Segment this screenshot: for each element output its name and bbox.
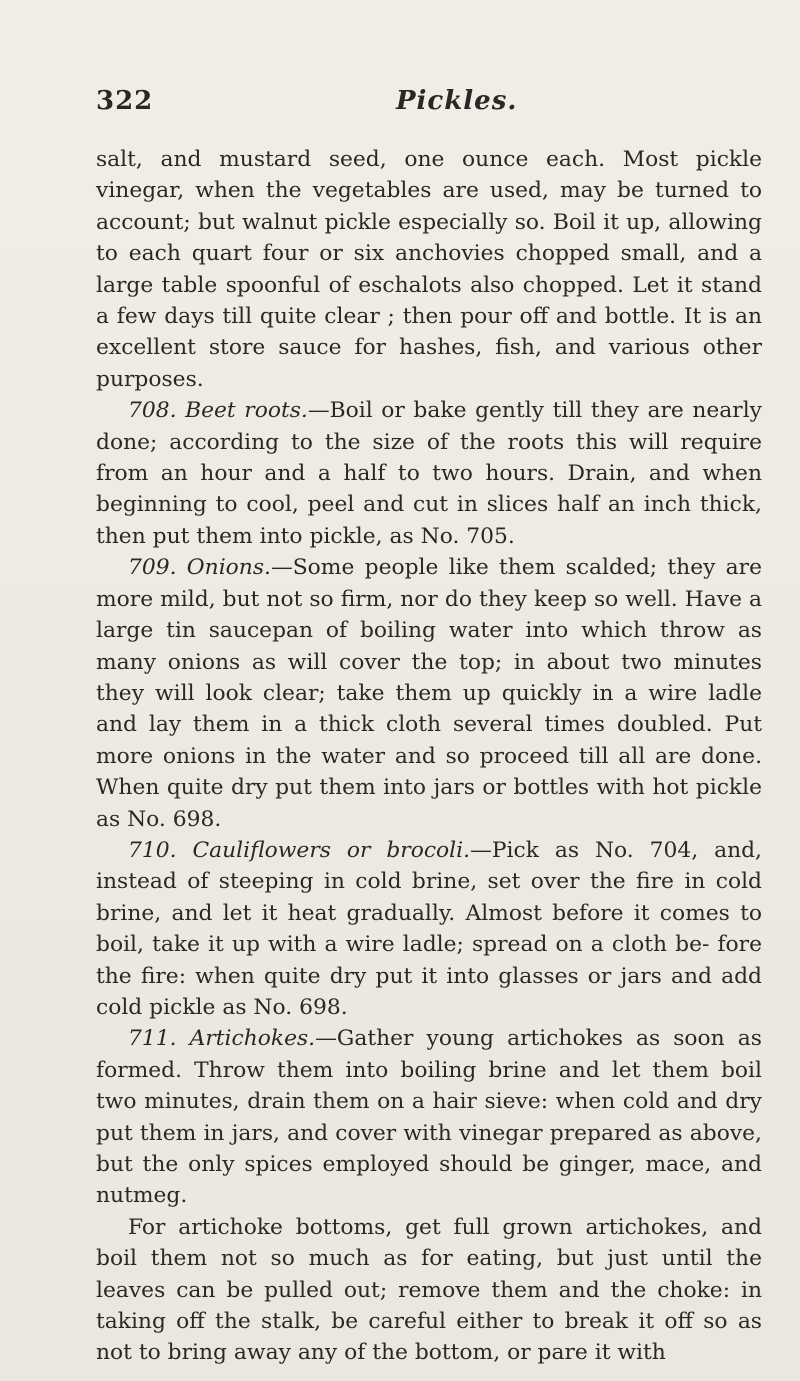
recipe-text: —Boil or bake gently till they are nearly done; according to the size of the roots this will require from an hour and a half to two hours. Drain, and when beginning to cool, peel and cut in slices half an inch thick, then put them into pickle, as No. 705. (96, 398, 762, 549)
running-head (96, 86, 756, 120)
recipe-text: —Some people like them scalded; they are more mild, but not so firm, nor do they keep so well. Have a large tin saucepan of boiling water into which throw as many onions as will cover the top; in about two minutes they will look clear; take them up quickly in a wire ladle and lay them in a thick cloth several times doubled. Put more onions in the water and so proceed till all are done. When quite dry put them into jars or bottles with hot pickle as No. 698. (96, 555, 762, 832)
recipe-heading: 708. Beet roots. (128, 398, 308, 424)
paragraph-text: salt, and mustard seed, one ounce each. Most pickle vinegar, when the vegetables are used, may be turned to account; but walnut pickle especially so. Boil it up, allowing to each quart four or six anchovies chopped small, and a large table spoonful of eschalots also chopped. Let it stand a few days till quite clear ; then pour off and bottle. It is an excellent store sauce for hashes, fish, and various other purposes. (96, 147, 762, 392)
paragraph-continuation (96, 144, 762, 395)
recipe-710-cauliflowers (96, 835, 762, 1023)
paragraph-artichoke-bottoms (96, 1212, 762, 1369)
body-text (96, 144, 762, 1369)
recipe-heading: 710. Cauliflowers or brocoli. (128, 837, 471, 863)
recipe-709-onions (96, 552, 762, 835)
recipe-text: —Pick as No. 704, and, instead of steeping in cold brine, set over the fire in cold brine, and let it heat gradually. Almost before it comes to boil, take it up with a wire ladle; spread on a cloth be- fore the fire: when quite dry put it into glasses or jars and add cold pickle as No. 698. (96, 837, 762, 1020)
recipe-text: —Gather young artichokes as soon as formed. Throw them into boiling brine and let them boil two minutes, drain them on a hair sieve: when cold and dry put them in jars, and cover with vinegar prepared as above, but the only spices employed should be ginger, mace, and nutmeg. (96, 1026, 762, 1209)
recipe-711-artichokes (96, 1023, 762, 1211)
recipe-708-beet-roots (96, 395, 762, 552)
page-number: 322 (96, 86, 154, 116)
running-title: Pickles. (396, 86, 518, 116)
paragraph-text: For artichoke bottoms, get full grown artichokes, and boil them not so much as for eating, but just until the leaves can be pulled out; remove them and the choke: in taking off the stalk, be careful either to break it off so as not to bring away any of the bottom, or pare it with (96, 1214, 762, 1366)
recipe-heading: 709. Onions. (128, 555, 271, 581)
recipe-heading: 711. Artichokes. (128, 1026, 316, 1052)
